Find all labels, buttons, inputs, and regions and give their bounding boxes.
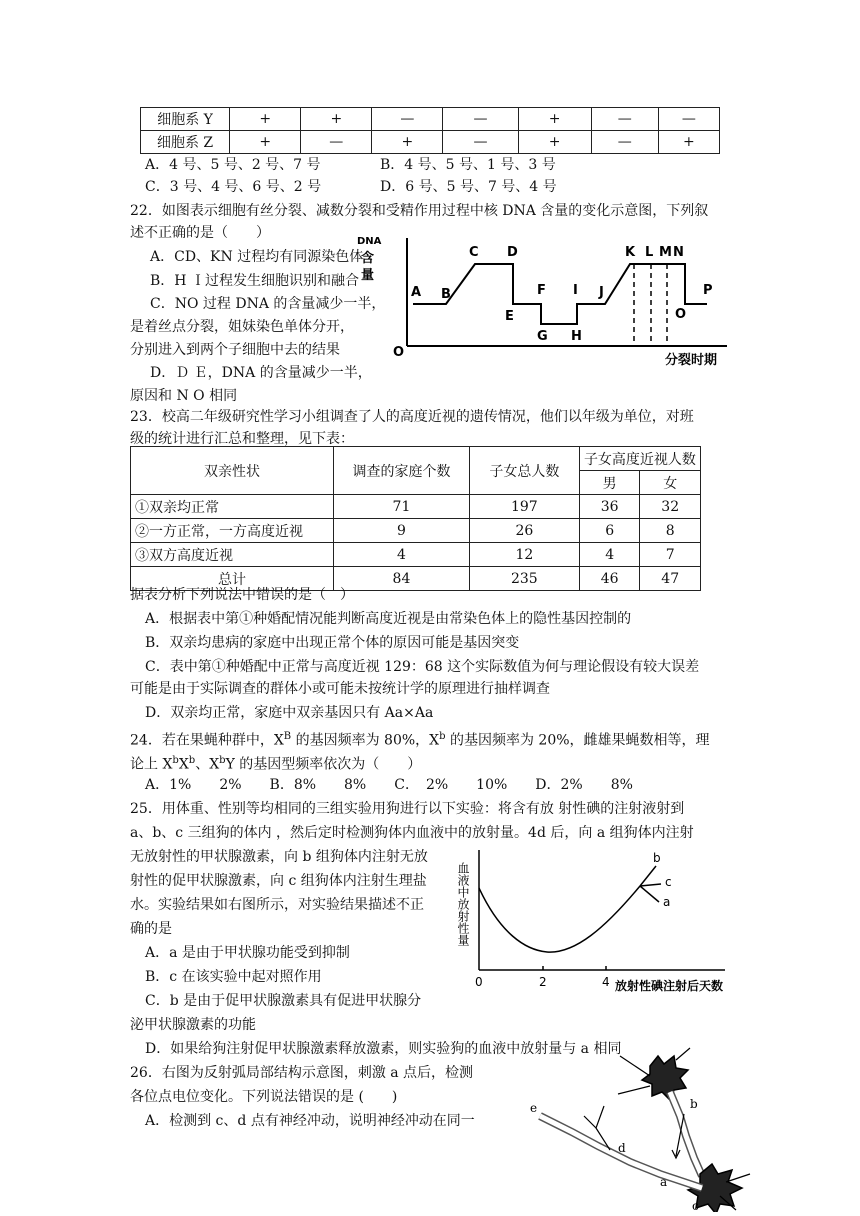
point-label: G: [537, 329, 548, 344]
tick-label: 4: [602, 975, 610, 989]
point-label: D: [507, 245, 518, 260]
q26-option-a: A．检测到 c、d 点有神经冲动，说明神经冲动在同一: [145, 1113, 475, 1129]
point-label: P: [703, 283, 713, 298]
table-row: [141, 131, 720, 154]
q25-stem-3: 无放射性的甲状腺激素，向 b 组狗体内注射无放: [130, 849, 428, 865]
header-cell: 子女总人数: [469, 447, 579, 495]
q24-text: X: [178, 756, 189, 773]
q24-sup: b: [439, 731, 446, 742]
table-cell: —: [591, 131, 658, 154]
tick-label: 0: [475, 975, 483, 989]
table-cell: —: [372, 108, 443, 131]
table-cell: 235: [469, 567, 579, 591]
q25-stem-6: 确的是: [130, 921, 172, 937]
division-axis-label: 分裂时期: [665, 353, 718, 368]
row-label: ①双亲均正常: [131, 495, 334, 519]
q26-stem: 26．右图为反射弧局部结构示意图，刺激 a 点后，检测: [130, 1065, 474, 1081]
row-label: ②一方正常，一方高度近视: [131, 519, 334, 543]
q23-option-d: D．双亲均正常，家庭中双亲基因只有 Aa×Aa: [145, 705, 434, 721]
table-row: [131, 543, 701, 567]
table-cell: 8: [640, 519, 701, 543]
q21-option-c: C．3 号、4 号、6 号、2 号: [145, 179, 322, 195]
table-cell: +: [301, 108, 372, 131]
row-label: 细胞系 Y: [141, 108, 230, 131]
table-row: [131, 519, 701, 543]
point-label: M: [659, 245, 672, 260]
table-cell: 26: [469, 519, 579, 543]
q24-stem: [130, 726, 710, 752]
point-label: c: [692, 1199, 699, 1212]
myopia-survey-table: [130, 446, 701, 591]
table-cell: —: [443, 108, 518, 131]
table-cell: 71: [334, 495, 470, 519]
point-label: K: [625, 245, 636, 260]
table-cell: +: [230, 131, 301, 154]
point-label: F: [537, 283, 546, 298]
q25-option-d: D．如果给狗注射促甲状腺激素释放激素，则实验狗的血液中放射量与 a 相同: [145, 1041, 622, 1057]
q22-option-d-2: 原因和 N O 相同: [130, 388, 238, 404]
table-cell: +: [658, 131, 719, 154]
point-label: b: [690, 1097, 698, 1111]
q22-option-d: D．Ｄ Ｅ，DNA 的含量减少一半，: [150, 365, 372, 381]
q25-option-c: C．b 是由于促甲状腺激素具有促进甲状腺分: [145, 993, 422, 1009]
table-cell: 197: [469, 495, 579, 519]
q25-stem-2: a、b、c 三组狗的体内 ，然后定时检测狗体内血液中的放射量。4d 后，向 a 组狗体内注射: [130, 825, 694, 841]
point-label: a: [660, 1175, 668, 1189]
q22-option-c-3: 分别进入到两个子细胞中去的结果: [130, 342, 340, 358]
q25-option-c-2: 泌甲状腺激素的功能: [130, 1017, 256, 1033]
table-cell: 4: [579, 543, 640, 567]
q24-text: 论上 X: [130, 756, 173, 773]
q22-option-b: B．H Ｉ过程发生细胞识别和融合: [150, 273, 359, 289]
table-cell: 84: [334, 567, 470, 591]
reflex-arc-figure: [500, 1046, 755, 1212]
point-label: B: [441, 287, 451, 302]
table-cell: 7: [640, 543, 701, 567]
table-cell: +: [518, 108, 591, 131]
header-cell: 调查的家庭个数: [334, 447, 470, 495]
radioactivity-y-axis-label: 血液中放射性量: [456, 862, 470, 946]
q25-stem-4: 射性的促甲状腺激素，向 c 组狗体内注射生理盐: [130, 873, 427, 889]
q23-option-a: A．根据表中第①种婚配情况能判断高度近视是由常染色体上的隐性基因控制的: [145, 611, 632, 627]
table-cell: 4: [334, 543, 470, 567]
q24-sup: b: [219, 755, 226, 766]
curve-label: a: [663, 895, 671, 909]
q26-stem-2: 各位点电位变化。下列说法错误的是 ( ): [130, 1089, 398, 1105]
q22-option-c-2: 是着丝点分裂，姐妹染色单体分开，: [130, 319, 354, 335]
q25-stem: 25．用体重、性别等均相同的三组实验用狗进行以下实验：将含有放 射性碘的注射液射到: [130, 801, 685, 817]
header-cell: 男: [579, 471, 640, 495]
table-cell: 9: [334, 519, 470, 543]
q25-option-a: A．a 是由于甲状腺功能受到抑制: [145, 945, 350, 961]
q23-option-c: C．表中第①种婚配中正常与高度近视 129：68 这个实际数值为何与理论假设有较大误差: [145, 659, 700, 675]
q24-text: Y 的基因型频率依次为（ ）: [225, 756, 422, 773]
q22-stem-2: 述不正确的是（ ）: [130, 225, 270, 241]
point-label: e: [530, 1101, 538, 1115]
curve-label: b: [653, 851, 661, 865]
q24-stem-2: [130, 750, 421, 776]
cell-line-table: [140, 107, 720, 154]
point-label: O: [675, 307, 687, 322]
q24-sup: b: [188, 755, 196, 766]
q24-text: 24．若在果蝇种群中，X: [130, 732, 284, 749]
table-cell: 47: [640, 567, 701, 591]
dna-axis-label: DNA 含量: [357, 236, 382, 283]
q22-option-c: C．NO 过程 DNA 的含量减少一半，: [150, 296, 386, 312]
q23-stem-2: 级的统计进行汇总和整理，见下表：: [130, 431, 354, 447]
table-cell: —: [591, 108, 658, 131]
point-label: N: [673, 245, 684, 260]
q23-option-c-2: 可能是由于实际调查的群体小或可能未按统计学的原理进行抽样调查: [130, 681, 550, 697]
point-label: A: [411, 285, 422, 300]
q24-text: 、X: [195, 756, 220, 773]
table-cell: +: [372, 131, 443, 154]
point-label: d: [618, 1141, 626, 1155]
q23-stem: 23．校高二年级研究性学习小组调查了人的高度近视的遗传情况，他们以年级为单位，对班: [130, 409, 694, 425]
q25-stem-5: 水。实验结果如右图所示，对实验结果描述不正: [130, 897, 424, 913]
q24-options: A．1% 2% B．8% 8% C． 2% 10% D．2% 8%: [145, 777, 633, 793]
q24-text: 的基因频率为 20%，雌雄果蝇数相等，理: [445, 732, 710, 749]
point-label: H: [571, 329, 582, 344]
radioactivity-figure: [455, 848, 730, 996]
q25-option-b: B．c 在该实验中起对照作用: [145, 969, 322, 985]
point-label: E: [505, 309, 514, 324]
table-cell: —: [658, 108, 719, 131]
q23-question: 据表分析下列说法中错误的是（ ）: [130, 587, 354, 603]
header-cell: 子女高度近视人数: [579, 447, 700, 471]
q21-option-d: D．6 号、5 号、7 号、4 号: [380, 179, 557, 195]
origin-label: O: [393, 345, 405, 360]
table-cell: 6: [579, 519, 640, 543]
point-label: L: [645, 245, 654, 260]
table-cell: —: [443, 131, 518, 154]
row-label: 总计: [131, 567, 334, 591]
table-cell: 46: [579, 567, 640, 591]
table-cell: 36: [579, 495, 640, 519]
header-cell: 双亲性状: [131, 447, 334, 495]
row-label: 细胞系 Z: [141, 131, 230, 154]
q24-sup: b: [172, 755, 179, 766]
q21-option-a: A．4 号、5 号、2 号、7 号: [145, 157, 321, 173]
table-cell: —: [301, 131, 372, 154]
dna-content-figure: [355, 228, 730, 370]
q22-stem: 22．如图表示细胞有丝分裂、减数分裂和受精作用过程中核 DNA 含量的变化示意图，下列叙: [130, 203, 709, 219]
q22-option-a: A．CD、KN 过程均有同源染色体: [150, 249, 364, 265]
table-cell: 32: [640, 495, 701, 519]
curve-label: c: [665, 875, 672, 889]
tick-label: 2: [539, 975, 547, 989]
table-row: [131, 495, 701, 519]
radioactivity-x-axis-label: 放射性碘注射后天数: [615, 979, 724, 993]
table-row: [131, 447, 701, 471]
table-cell: +: [518, 131, 591, 154]
table-cell: 12: [469, 543, 579, 567]
q21-option-b: B．4 号、5 号、1 号、3 号: [380, 157, 556, 173]
q23-option-b: B．双亲均患病的家庭中出现正常个体的原因可能是基因突变: [145, 635, 520, 651]
row-label: ③双方高度近视: [131, 543, 334, 567]
q24-sup: B: [283, 731, 292, 742]
header-cell: 女: [640, 471, 701, 495]
q24-text: 的基因频率为 80%，X: [291, 732, 440, 749]
table-row: [141, 108, 720, 131]
point-label: C: [469, 245, 479, 260]
point-label: J: [599, 285, 604, 300]
point-label: I: [573, 283, 578, 298]
table-cell: +: [230, 108, 301, 131]
